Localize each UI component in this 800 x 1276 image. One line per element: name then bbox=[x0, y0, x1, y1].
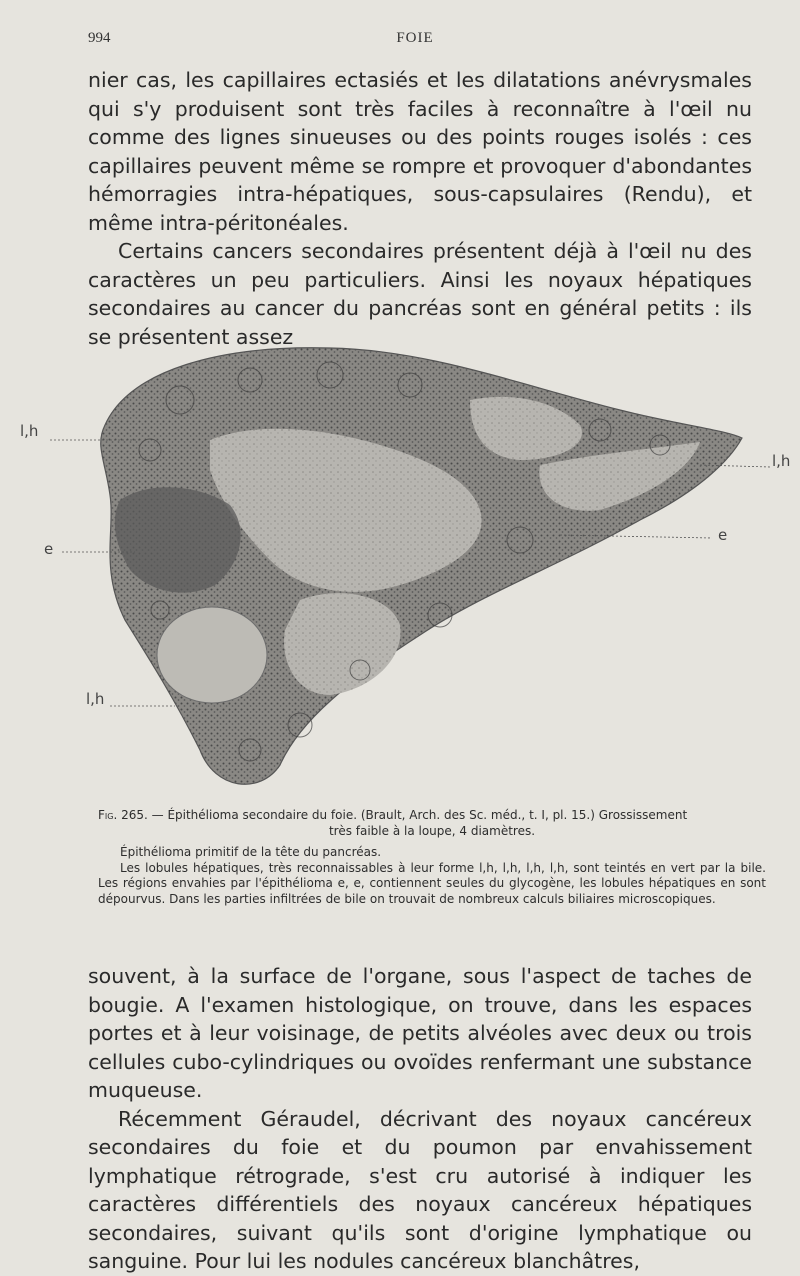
caption-title-continued: très faible à la loupe, 4 diamètres. bbox=[328, 823, 536, 838]
paragraph: nier cas, les capillaires ectasiés et les dilatations anévrysmales qui s'y produisent sont très faciles à reconnaître à l'œil nu comme des lignes sinueuses ou des points rouges isolés : ces capillaires peuvent même se rompre et provoquer d'abondantes hémorragies intra-hépatiques, sous-capsulaires (Rendu), et même intra-péritonéales. bbox=[88, 68, 752, 235]
caption-paragraph: Les lobules hépatiques, très reconnaissables à leur forme l,h, l,h, l,h, l,h, sont teintés en vert par la bile. Les régions envahies par l'épithélioma e, e, contiennent seules du glycogène, les lobules hépatiques en sont dépourvus. Dans les parties infiltrées de bile on trouvait de nombreux calculs biliaires microscopiques. bbox=[98, 860, 766, 906]
liver-section-illustration bbox=[0, 330, 800, 810]
paragraph: souvent, à la surface de l'organe, sous l'aspect de taches de bougie. A l'examen histologique, on trouve, dans les espaces portes et à leur voisinage, de petits alvéoles avec deux ou trois cellules cubo-cylindriques ou ovoïdes renfermant une substance muqueuse. bbox=[88, 964, 752, 1102]
pale-lobule bbox=[157, 607, 267, 703]
running-head: FOIE bbox=[396, 30, 434, 46]
page-number: 994 bbox=[88, 30, 111, 46]
label-e-left: e bbox=[44, 540, 54, 558]
figure-caption bbox=[98, 808, 766, 907]
label-lh-left-top: l,h bbox=[20, 422, 39, 440]
top-text-block bbox=[88, 66, 752, 351]
label-e-right: e bbox=[718, 526, 728, 544]
paragraph: Certains cancers secondaires présentent déjà à l'œil nu des caractères un peu particuliers. Ainsi les noyaux hépatiques secondaires au cancer du pancréas sont en général petits : ils se présentent assez bbox=[88, 239, 752, 349]
page-header bbox=[88, 30, 742, 54]
figure-id: Fig. 265. bbox=[98, 808, 148, 822]
infiltrated-region bbox=[284, 593, 400, 695]
label-lh-right: l,h bbox=[772, 452, 791, 470]
caption-title-text: — Épithélioma secondaire du foie. (Brault, Arch. des Sc. méd., t. I, pl. 15.) Grossissement bbox=[147, 808, 688, 822]
caption-title bbox=[98, 808, 766, 824]
bottom-text-block bbox=[88, 962, 752, 1276]
label-lh-left-bottom: l,h bbox=[86, 690, 105, 708]
paragraph: Récemment Géraudel, décrivant des noyaux cancéreux secondaires du foie et du poumon par envahissement lymphatique rétrograde, s'est cru autorisé à indiquer les caractères différentiels des noyaux cancéreux hépatiques secondaires, suivant qu'ils sont d'origine lymphatique ou sanguine. Pour lui les nodules cancéreux blanchâtres, bbox=[88, 1106, 752, 1273]
caption-note: Épithélioma primitif de la tête du pancréas. bbox=[120, 845, 382, 859]
figure-liver-section bbox=[0, 330, 800, 810]
